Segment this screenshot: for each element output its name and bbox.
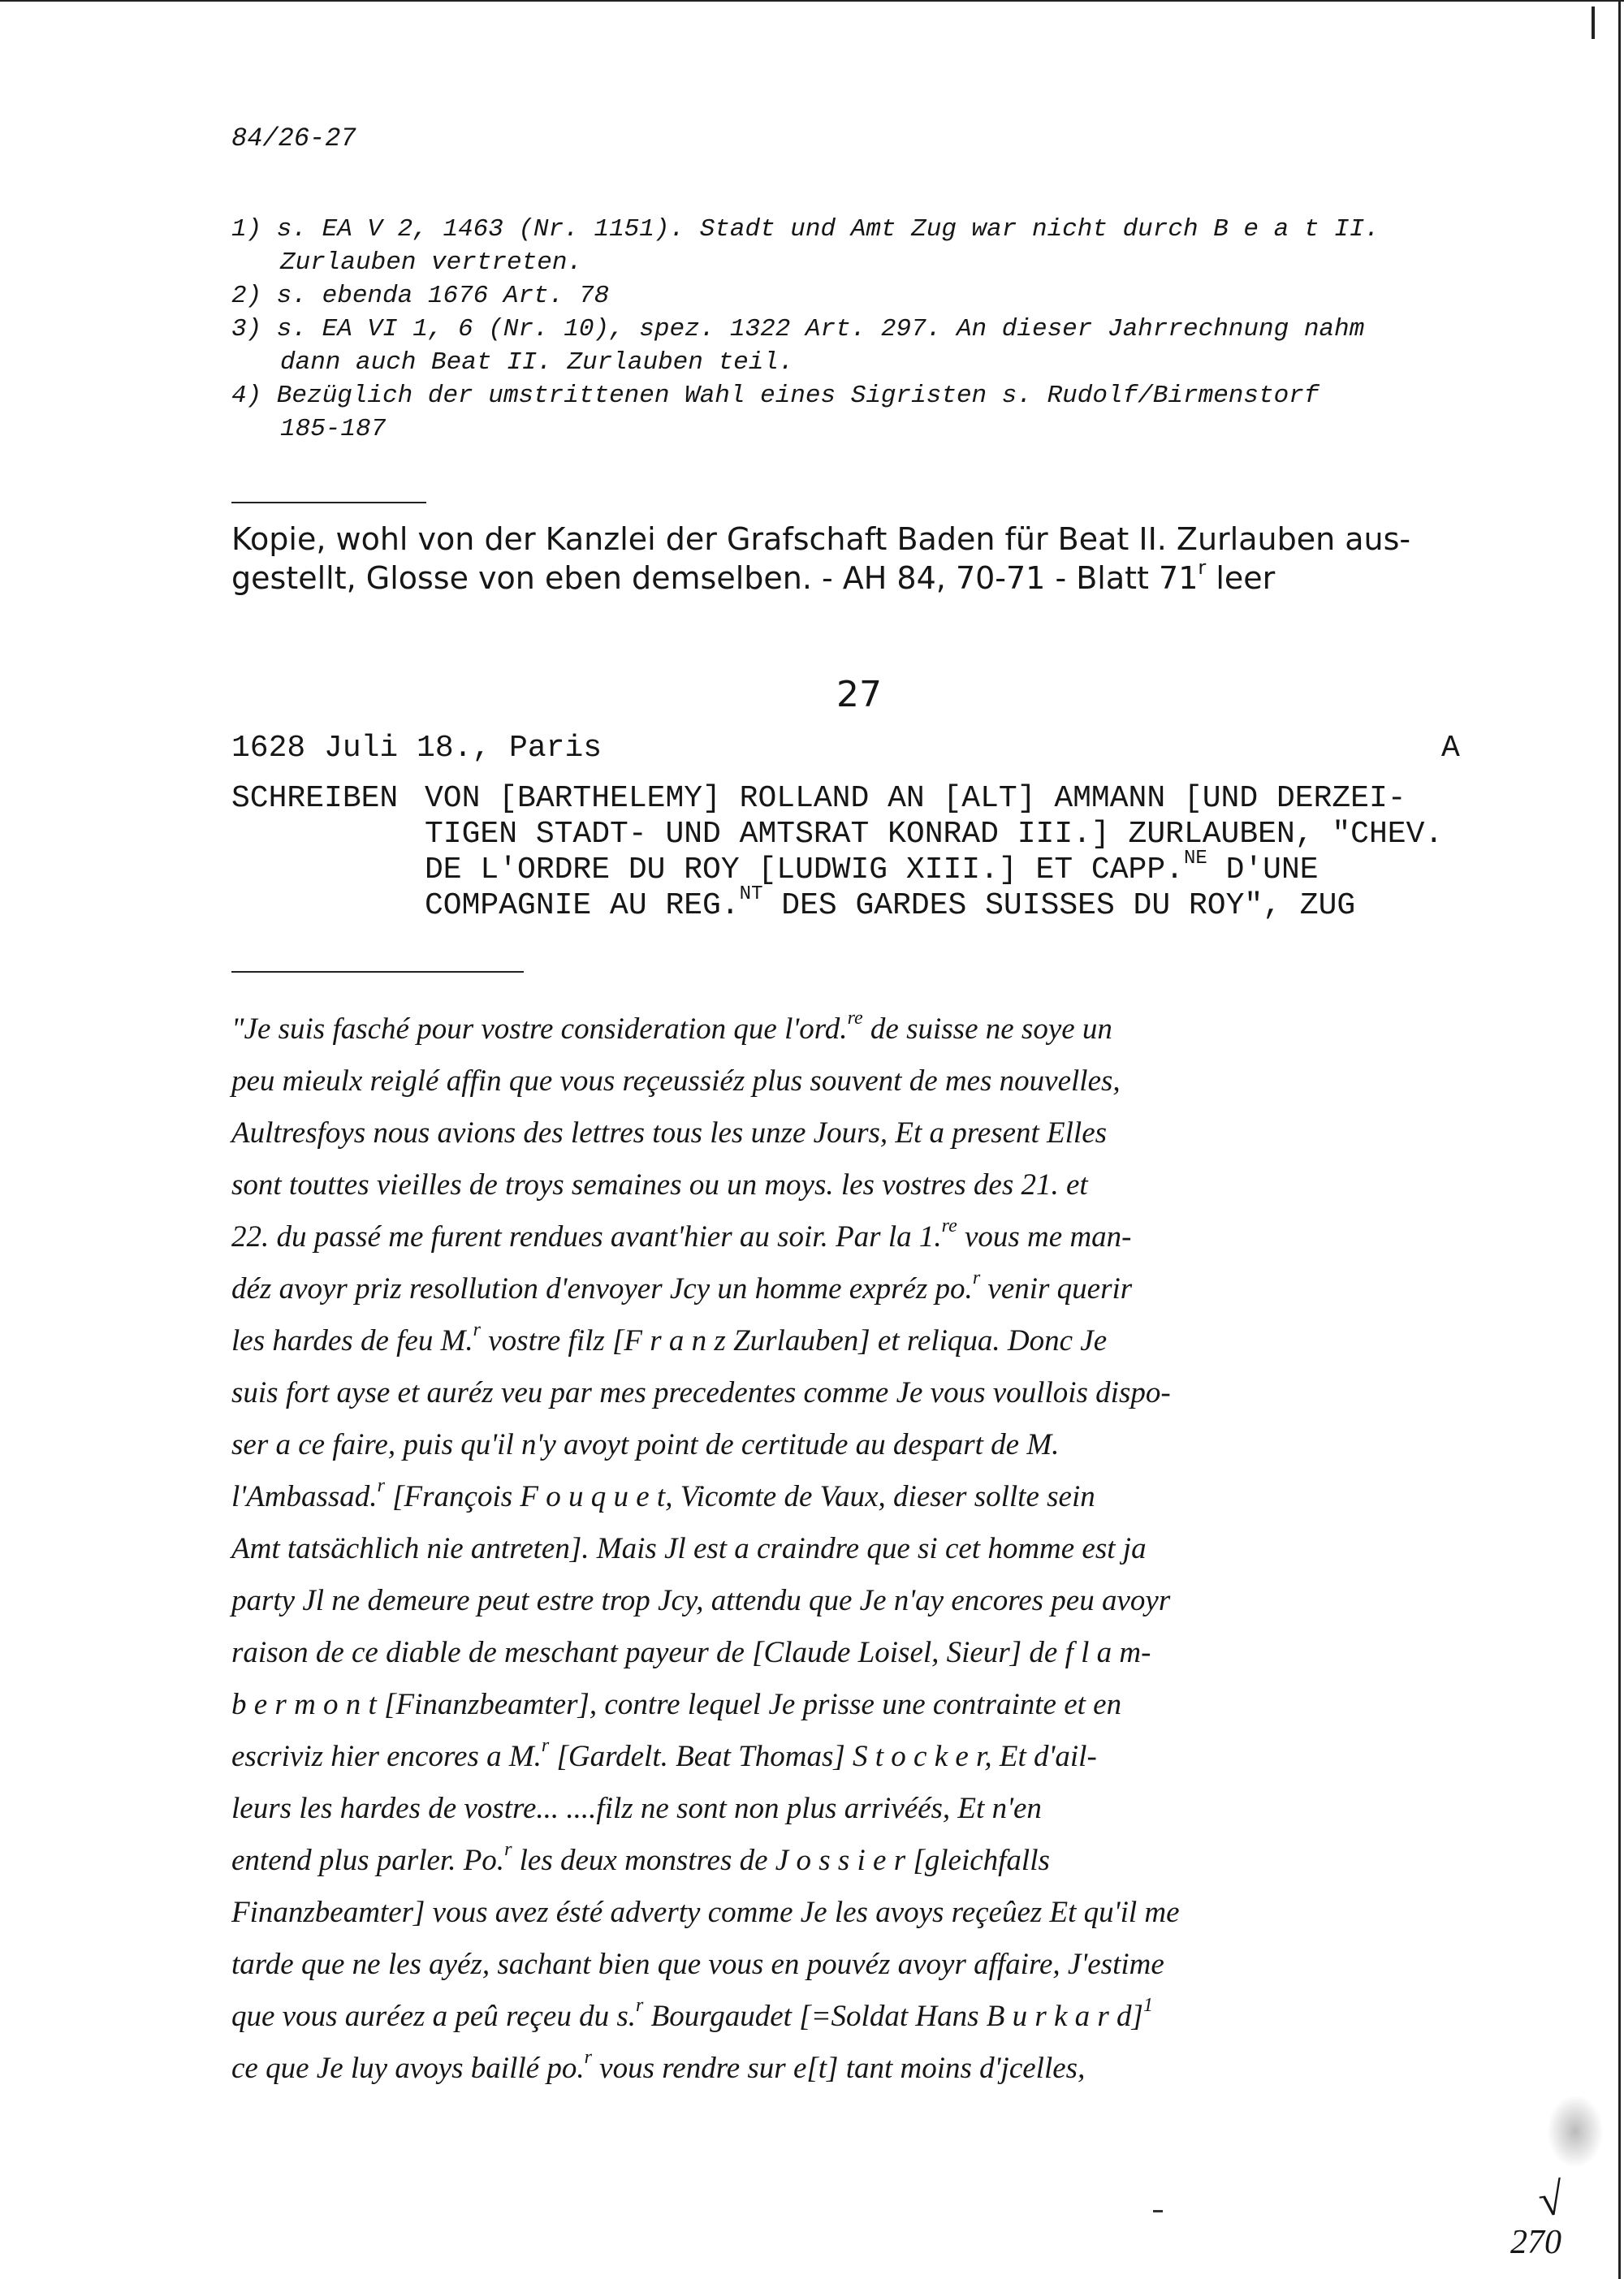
body-line — [231, 1211, 1514, 1263]
footnote-ref: 1 — [1142, 1995, 1153, 2016]
body-line — [231, 1471, 1514, 1523]
body-text: ce que Je luy avoys baillé po. — [231, 2052, 585, 2085]
dateline: 1628 Juli 18., Paris — [231, 731, 603, 766]
footnote-line: 3) s. EA VI 1, 6 (Nr. 10), spez. 1322 Art. 297. An dieser Jahrrechnung nahm — [231, 315, 1365, 343]
checkmark-icon: √ — [1535, 2173, 1567, 2227]
footnote-1 — [231, 213, 1498, 279]
heading-line-1: VON [BARTHELEMY] ROLLAND AN [ALT] AMMANN [UND DERZEI- — [425, 781, 1406, 816]
footnote-3 — [231, 313, 1498, 379]
footnote-2 — [231, 279, 1498, 313]
body-text: les hardes de feu M. — [231, 1324, 473, 1357]
footnote-line: Zurlauben vertreten. — [280, 248, 583, 277]
footnote-line: 1) s. EA V 2, 1463 (Nr. 1151). Stadt und Amt Zug war nicht durch B e a t II. — [231, 215, 1380, 244]
superscript: r — [377, 1475, 385, 1496]
source-text: leer — [1206, 560, 1276, 596]
heading-text: D'UNE — [1207, 852, 1319, 887]
body-text: 22. du passé me furent rendues avant'hier au soir. Par la 1. — [231, 1220, 942, 1254]
body-line: Finanzbeamter] vous avez ésté adverty comme Je les avoys reçeûez Et qu'il me — [231, 1896, 1180, 1929]
body-line: b e r m o n t [Finanzbeamter], contre lequel Je prisse une contrainte et en — [231, 1688, 1122, 1721]
body-text: les deux monstres de J o s s i e r [gleichfalls — [512, 1844, 1050, 1877]
footnotes — [231, 213, 1498, 446]
body-text: entend plus parler. Po. — [231, 1844, 505, 1877]
letter-body — [231, 1004, 1514, 2095]
body-line — [231, 1731, 1514, 1783]
source-note — [231, 520, 1498, 598]
body-text: vous me man- — [957, 1220, 1132, 1254]
body-line — [231, 1315, 1514, 1367]
body-text: [Gardelt. Beat Thomas] S t o c k e r, Et d'ail- — [549, 1740, 1097, 1773]
superscript: r — [473, 1319, 481, 1340]
heading-text: COMPAGNIE AU REG. — [425, 888, 740, 923]
folio-number: 270 — [1510, 2224, 1561, 2261]
superscript: NT — [739, 883, 763, 905]
body-text: l'Ambassad. — [231, 1480, 378, 1513]
body-text: déz avoyr priz resollution d'envoyer Jcy un homme expréz po. — [231, 1272, 973, 1306]
source-line-1: Kopie, wohl von der Kanzlei der Grafschaft Baden für Beat II. Zurlauben aus- — [231, 521, 1411, 557]
body-text: vous rendre sur e[t] tant moins d'jcelles, — [591, 2052, 1086, 2085]
footnote-line: 2) s. ebenda 1676 Art. 78 — [231, 282, 610, 310]
body-line: leurs les hardes de vostre... ....filz ne sont non plus arrivéés, Et n'en — [231, 1792, 1042, 1825]
heading-divider — [231, 971, 524, 973]
heading-label: SCHREIBEN — [231, 781, 399, 816]
document-type-letter: A — [1441, 731, 1460, 766]
body-line — [231, 1004, 1514, 1055]
superscript: r — [504, 1839, 512, 1860]
document-number: 27 — [836, 674, 882, 715]
heading-line-3 — [425, 848, 1624, 888]
body-text: que vous auréez a peû reçeu du s. — [231, 2000, 637, 2033]
body-text: Bourgaudet [=Soldat Hans B u r k a r d] — [643, 2000, 1143, 2033]
body-line: Amt tatsächlich nie antreten]. Mais Jl est a craindre que si cet homme est ja — [231, 1532, 1147, 1565]
source-line-2 — [231, 556, 1498, 598]
body-text: vostre filz [F r a n z Zurlauben] et reliqua. Donc Je — [481, 1324, 1108, 1357]
corner-mark — [1592, 6, 1595, 39]
body-line: party Jl ne demeure peut estre trop Jcy, attendu que Je n'ay encores peu avoyr — [231, 1584, 1171, 1617]
body-line — [231, 2043, 1514, 2095]
heading-text: DES GARDES SUISSES DU ROY", ZUG — [762, 888, 1356, 923]
body-line: sont touttes vieilles de troys semaines ou un moys. les vostres des 21. et — [231, 1168, 1088, 1202]
body-text: de suisse ne soye un — [862, 1012, 1112, 1046]
footnote-line: 4) Bezüglich der umstrittenen Wahl eines Sigristen s. Rudolf/Birmenstorf — [231, 382, 1320, 410]
page-border-top — [0, 0, 1624, 2]
body-line: ser a ce faire, puis qu'il n'y avoyt point de certitude au despart de M. — [231, 1428, 1060, 1461]
body-text: venir querir — [980, 1272, 1133, 1306]
superscript: re — [847, 1008, 863, 1029]
superscript: re — [941, 1215, 957, 1237]
body-line: peu mieulx reiglé affin que vous reçeussiéz plus souvent de mes nouvelles, — [231, 1064, 1121, 1098]
superscript: r — [541, 1735, 550, 1756]
page-reference: 84/26-27 — [231, 123, 356, 153]
body-line: tarde que ne les ayéz, sachant bien que vous en pouvéz avoyr affaire, J'estime — [231, 1948, 1164, 1981]
superscript: NE — [1183, 848, 1207, 870]
heading-line-4 — [425, 883, 1624, 924]
heading-text: DE L'ORDRE DU ROY [LUDWIG XIII.] ET CAPP. — [425, 852, 1184, 887]
body-text: escriviz hier encores a M. — [231, 1740, 542, 1773]
source-text: gestellt, Glosse von eben demselben. - AH 84, 70-71 - Blatt 71 — [231, 560, 1199, 596]
body-line: Aultresfoys nous avions des lettres tous les unze Jours, Et a present Elles — [231, 1116, 1108, 1150]
superscript: r — [584, 2047, 592, 2068]
body-text: [François F o u q u e t, Vicomte de Vaux, dieser sollte sein — [384, 1480, 1095, 1513]
footnote-line: 185-187 — [280, 415, 387, 443]
footnote-line: dann auch Beat II. Zurlauben teil. — [280, 348, 794, 377]
superscript: r — [972, 1267, 981, 1288]
stamp-smudge — [1547, 2095, 1604, 2168]
body-line: raison de ce diable de meschant payeur de [Claude Loisel, Sieur] de f l a m- — [231, 1636, 1151, 1669]
heading-lines — [425, 781, 1624, 924]
footnote-divider — [231, 502, 426, 503]
heading-line-2: TIGEN STADT- UND AMTSRAT KONRAD III.] ZURLAUBEN, "CHEV. — [425, 817, 1444, 852]
superscript: r — [636, 1995, 644, 2016]
body-line — [231, 1991, 1514, 2043]
body-line — [231, 1835, 1514, 1887]
body-line: suis fort ayse et auréz veu par mes precedentes comme Je vous voullois dispo- — [231, 1376, 1171, 1409]
body-text: "Je suis fasché pour vostre consideration que l'ord. — [231, 1012, 848, 1046]
page-border-right — [1618, 0, 1621, 2279]
body-line — [231, 1263, 1514, 1315]
superscript: r — [1198, 556, 1207, 579]
footnote-4 — [231, 379, 1498, 446]
stray-mark — [1153, 2210, 1163, 2212]
